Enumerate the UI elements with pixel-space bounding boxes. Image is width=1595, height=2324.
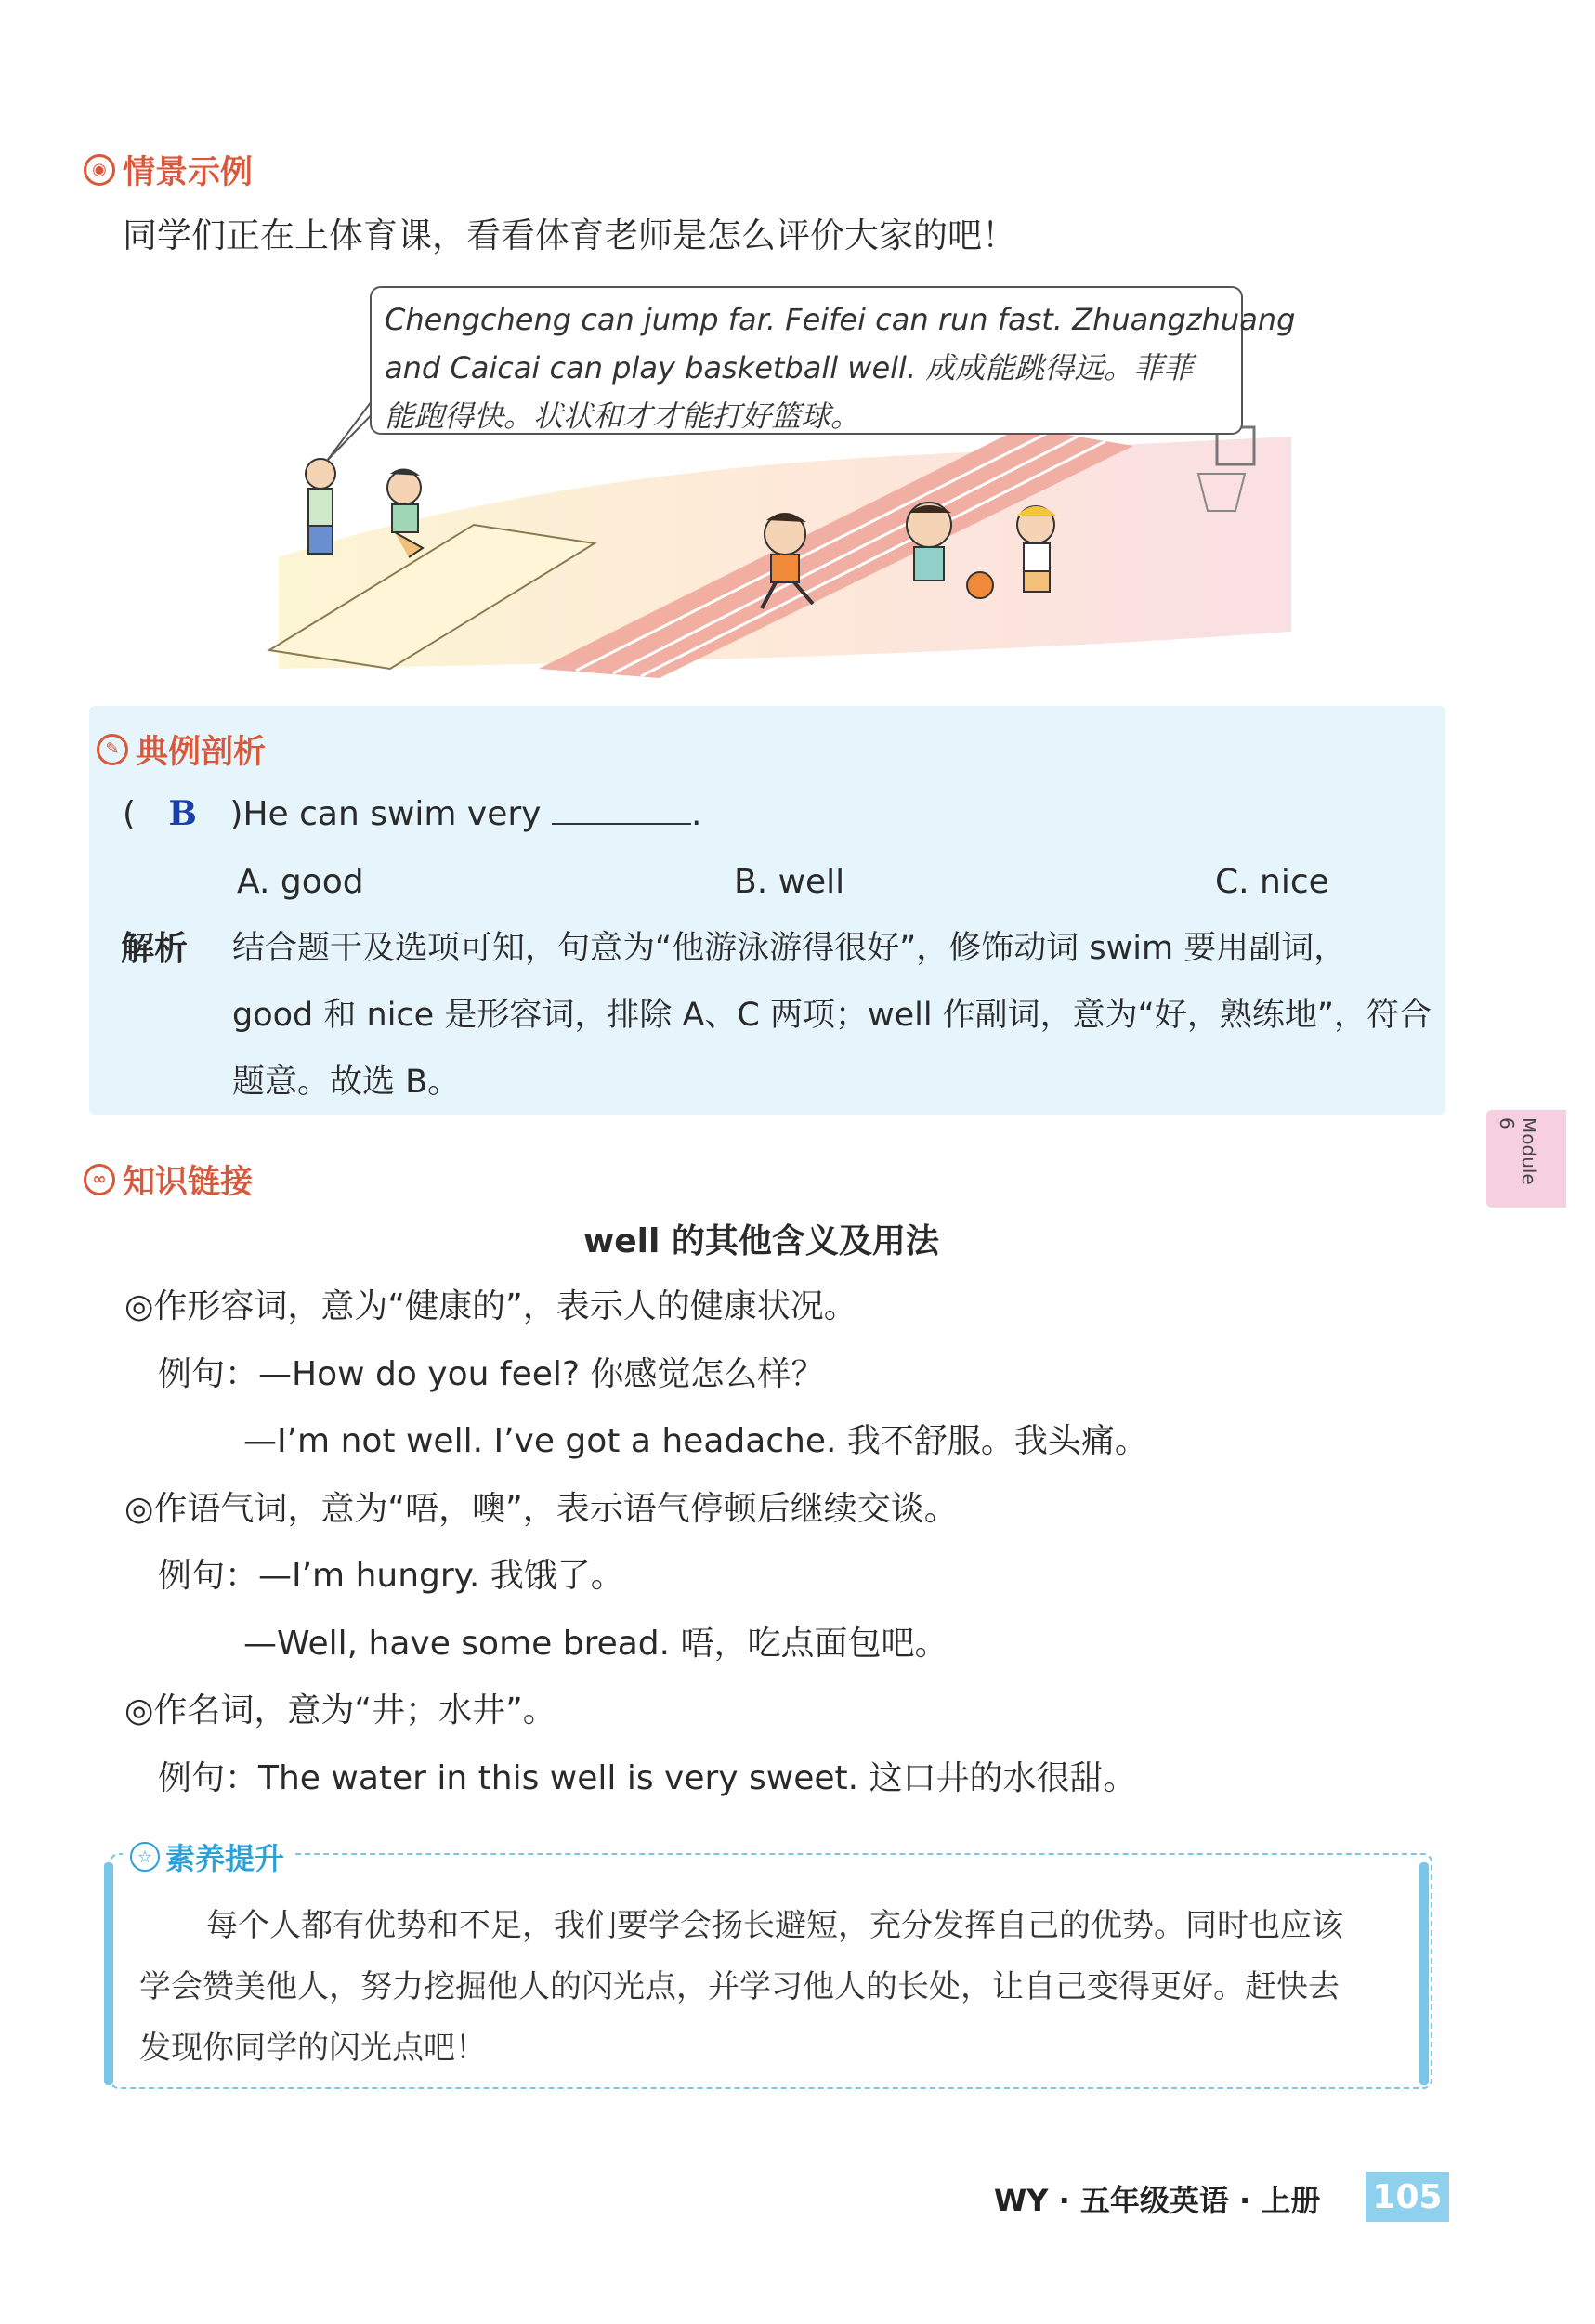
module-side-tab <box>1486 1110 1566 1208</box>
analysis-line-2: good 和 nice 是形容词，排除 A、C 两项；well 作副词，意为“好，熟练地”，符合 <box>232 997 1432 1034</box>
module-label: Module 6 <box>1496 1117 1540 1185</box>
knowledge-line: ◎作语气词，意为“唔，噢”，表示语气停顿后继续交谈。 <box>124 1490 958 1528</box>
answer-blank <box>552 797 691 825</box>
link-icon: ∞ <box>84 1164 115 1195</box>
example-analysis-box <box>89 706 1445 1115</box>
literacy-line: 每个人都有优势和不足，我们要学会扬长避短，充分发挥自己的优势。同时也应该 <box>206 1907 1343 1944</box>
option-c: C. nice <box>1215 863 1329 901</box>
literacy-heading-text: 素养提升 <box>165 1841 285 1876</box>
teacher-figure <box>306 459 335 554</box>
literacy-line: 发现你同学的闪光点吧！ <box>139 2030 487 2067</box>
question-end: . <box>690 795 702 833</box>
knowledge-line: —I’m not well. I’ve got a headache. 我不舒服。我头痛。 <box>243 1422 1148 1460</box>
knowledge-line: ◎作名词，意为“井；水井”。 <box>124 1691 556 1730</box>
scene-section-heading <box>84 147 253 193</box>
option-a: A. good <box>237 863 364 901</box>
scene-heading-text: 情景示例 <box>123 154 254 191</box>
bubble-line: and Caicai can play basketball well. 成成能跳得远。菲菲 <box>385 350 1194 385</box>
analysis-label: 解析 <box>121 930 189 968</box>
literacy-section-heading <box>123 1835 292 1878</box>
knowledge-line: —Well, have some bread. 唔，吃点面包吧。 <box>243 1625 948 1663</box>
pe-class-illustration <box>260 418 1301 678</box>
literacy-box-right-bar <box>1419 1862 1429 2085</box>
paren-close: ) <box>229 795 243 833</box>
knowledge-line: 例句：The water in this well is very sweet. 这口井的水很甜。 <box>158 1759 1137 1797</box>
scene-intro: 同学们正在上体育课，看看体育老师是怎么评价大家的吧！ <box>123 215 1016 255</box>
page-number: 105 <box>1366 2172 1449 2222</box>
knowledge-line: ◎作形容词，意为“健康的”，表示人的健康状况。 <box>124 1287 857 1325</box>
bubble-line: Chengcheng can jump far. Feifei can run fast. Zhuangzhuang <box>385 302 1296 337</box>
speech-bubble <box>370 286 1296 435</box>
option-b: B. well <box>734 863 845 901</box>
example-heading-text: 典例剖析 <box>136 734 267 771</box>
analysis-line-3: 题意。故选 B。 <box>232 1064 461 1101</box>
star-icon: ☆ <box>130 1842 160 1872</box>
literacy-box-left-bar <box>104 1862 113 2085</box>
example-section-heading <box>97 726 266 773</box>
paren-open: ( <box>123 795 137 833</box>
analysis-line-1: 结合题干及选项可知，句意为“他游泳游得很好”，修饰动词 swim 要用副词， <box>232 930 1347 967</box>
footer-book-title: WY · 五年级英语 · 上册 <box>994 2183 1321 2218</box>
knowledge-heading-text: 知识链接 <box>123 1164 254 1201</box>
literacy-text <box>139 1895 1403 2079</box>
literacy-line: 学会赞美他人，努力挖掘他人的闪光点，并学习他人的长处，让自己变得更好。赶快去 <box>139 1968 1340 2005</box>
knowledge-section-heading <box>84 1156 253 1203</box>
bubble-line: 能跑得快。状状和才才能打好篮球。 <box>385 398 861 434</box>
question-line <box>123 794 701 834</box>
knowledge-title: well 的其他含义及用法 <box>583 1222 939 1260</box>
knowledge-line: 例句：—I’m hungry. 我饿了。 <box>158 1557 624 1595</box>
eye-icon: ◉ <box>84 154 115 186</box>
pencil-icon: ✎ <box>97 734 128 765</box>
question-text: He can swim very <box>242 795 542 833</box>
knowledge-line: 例句：—How do you feel? 你感觉怎么样？ <box>158 1355 825 1393</box>
answer-letter: B <box>168 794 197 833</box>
